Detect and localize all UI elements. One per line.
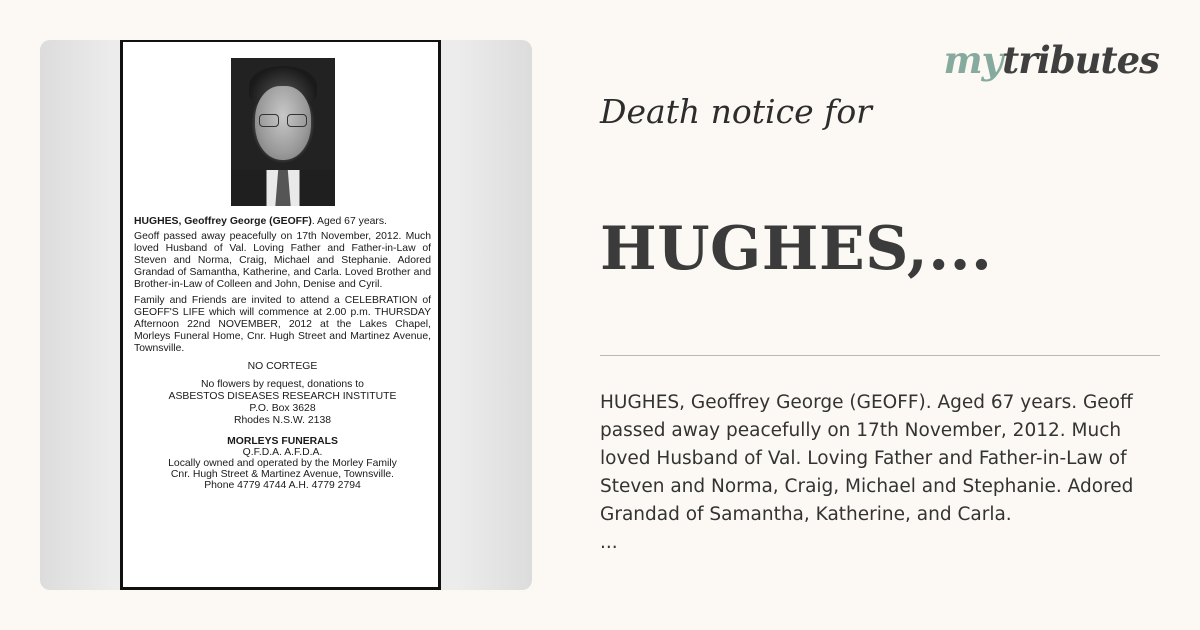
funeral-line: Phone 4779 4744 A.H. 4779 2794 bbox=[204, 479, 361, 491]
funeral-line: Cnr. Hugh Street & Martinez Avenue, Townsville. bbox=[170, 468, 395, 480]
flowers-line: No flowers by request, donations to bbox=[201, 379, 364, 391]
logo-tributes: tributes bbox=[1002, 38, 1159, 82]
divider bbox=[600, 355, 1160, 356]
deceased-photo bbox=[231, 58, 335, 206]
page-heading: Death notice for bbox=[600, 92, 872, 131]
notice-cortege: NO CORTEGE bbox=[247, 361, 318, 373]
notice-excerpt: HUGHES, Geoffrey George (GEOFF). Aged 67 years. Geoff passed away peacefully on 17th November, 2012. Much loved Husband of Val. Loving Father and Father-in-Law of Steven and Norma, Craig, Michael and Stephanie. Adored Grandad of Samantha, Katherine, and Carla. ... bbox=[600, 392, 1134, 553]
funeral-director bbox=[134, 436, 431, 491]
flowers-line: ASBESTOS DISEASES RESEARCH INSTITUTE bbox=[168, 391, 397, 403]
funeral-name: MORLEYS FUNERALS bbox=[227, 435, 338, 447]
mytributes-logo[interactable] bbox=[943, 38, 1159, 82]
notice-text bbox=[134, 216, 431, 491]
funeral-line: Locally owned and operated by the Morley Family bbox=[168, 457, 397, 469]
logo-my: my bbox=[943, 38, 1003, 82]
notice-name: HUGHES, Geoffrey George (GEOFF) bbox=[134, 216, 312, 227]
flowers-line: P.O. Box 3628 bbox=[249, 403, 316, 415]
deceased-name: HUGHES,... bbox=[600, 214, 993, 284]
photo-glasses bbox=[259, 114, 307, 128]
funeral-line: Q.F.D.A. A.F.D.A. bbox=[242, 446, 323, 458]
notice-flowers bbox=[134, 379, 431, 427]
newspaper-notice bbox=[120, 40, 441, 590]
notice-age: . Aged 67 years. bbox=[311, 216, 387, 227]
notice-paragraph-1: Geoff passed away peacefully on 17th November, 2012. Much loved Husband of Val. Loving Father and Father-in-Law of Steven and Norma, Craig, Michael and Stephanie. Adored Grandad of Samantha, Katherine, and Carla. Loved Brother and Brother-in-Law of Colleen and John, Denise and Cyril. bbox=[134, 231, 431, 291]
notice-image-frame bbox=[40, 40, 532, 590]
notice-paragraph-2: Family and Friends are invited to attend a CELEBRATION of GEOFF'S LIFE which will commence at 2.00 p.m. THURSDAY Afternoon 22nd NOVEMBER, 2012 at the Lakes Chapel, Morleys Funeral Home, Cnr. Hugh Street and Martinez Avenue, Townsville. bbox=[134, 294, 431, 354]
flowers-line: Rhodes N.S.W. 2138 bbox=[233, 415, 332, 427]
